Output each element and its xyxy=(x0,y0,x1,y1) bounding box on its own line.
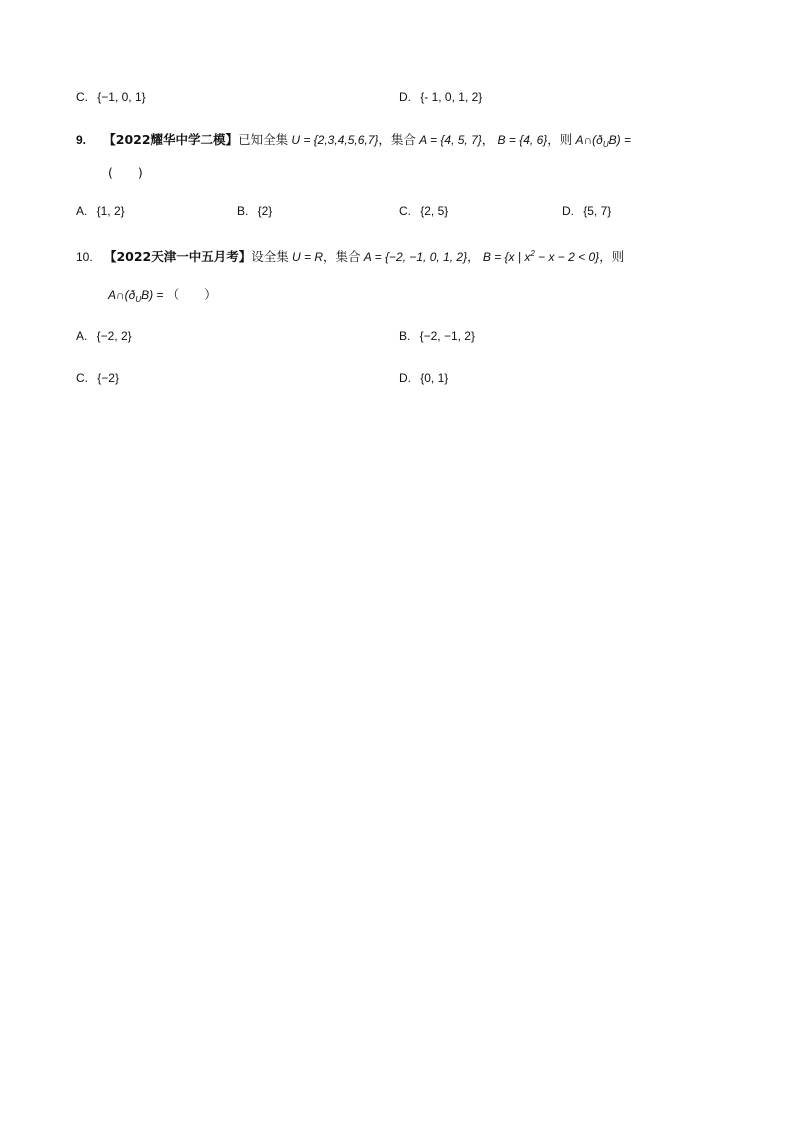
option-value: {2, 5} xyxy=(420,204,449,218)
q9-option-a xyxy=(76,202,125,220)
set-b: B = {x | $x^2 - x - 2 < 0$} xyxy=(482,249,600,264)
option-value: {−1, 0, 1} xyxy=(97,90,146,104)
q9-option-d xyxy=(562,202,611,220)
option-value: {0, 1} xyxy=(420,371,449,385)
option-label: C. xyxy=(399,204,411,218)
question-source: 【2022天津一中五月考】 xyxy=(103,249,252,264)
option-label: D. xyxy=(399,371,411,385)
answer-blank: （ ） xyxy=(166,287,217,302)
q10-option-a xyxy=(76,327,132,345)
option-value: {−2, 2} xyxy=(96,329,132,343)
answer-blank: ( ) xyxy=(108,165,143,180)
stem-text: ，集合 xyxy=(378,132,416,147)
q10-option-b xyxy=(399,327,475,345)
option-label: D. xyxy=(562,204,574,218)
option-label: C. xyxy=(76,371,88,385)
q9-option-b xyxy=(237,202,272,220)
question-source: 【2022耀华中学二模】 xyxy=(103,132,239,147)
option-value: {5, 7} xyxy=(583,204,612,218)
q10-option-d xyxy=(399,369,448,387)
stem-text: ，则 xyxy=(599,249,625,264)
stem-text: 已知全集 xyxy=(238,132,289,147)
stem-text: 设全集 xyxy=(251,249,289,264)
universal-set: U = R xyxy=(292,250,324,264)
stem-text: ，集合 xyxy=(323,249,361,264)
option-label: A. xyxy=(76,329,88,343)
option-value: {−2, −1, 2} xyxy=(419,329,475,343)
q8-option-d xyxy=(399,88,482,106)
option-value: {- 1, 0, 1, 2} xyxy=(420,90,483,104)
q10-stem xyxy=(76,245,624,266)
option-value: {1, 2} xyxy=(96,204,125,218)
option-value: {−2} xyxy=(97,371,119,385)
universal-set: U = {2,3,4,5,6,7} xyxy=(291,133,379,147)
set-a: A = {4, 5, 7} xyxy=(419,133,482,147)
option-label: D. xyxy=(399,90,411,104)
question-number: 10. xyxy=(76,250,93,264)
q10-expression-line xyxy=(108,286,217,309)
q9-answer-paren xyxy=(108,164,143,182)
expression: $A\cap(ð_UB)$ = xyxy=(575,133,631,149)
question-number: 9. xyxy=(76,133,87,147)
expression: $A\cap(ð_UB)$ = xyxy=(108,288,164,304)
stem-text: ，则 xyxy=(547,132,573,147)
q9-stem xyxy=(76,131,631,154)
option-label: B. xyxy=(237,204,249,218)
option-label: C. xyxy=(76,90,88,104)
option-label: A. xyxy=(76,204,88,218)
separator: ， xyxy=(467,249,480,264)
separator: ， xyxy=(481,132,495,147)
set-b: B = {4, 6} xyxy=(497,133,548,147)
option-label: B. xyxy=(399,329,411,343)
q10-option-c xyxy=(76,369,119,387)
q8-option-c xyxy=(76,88,146,106)
q9-option-c xyxy=(399,202,448,220)
set-a: A = {−2, −1, 0, 1, 2} xyxy=(363,250,468,264)
option-value: {2} xyxy=(257,204,273,218)
